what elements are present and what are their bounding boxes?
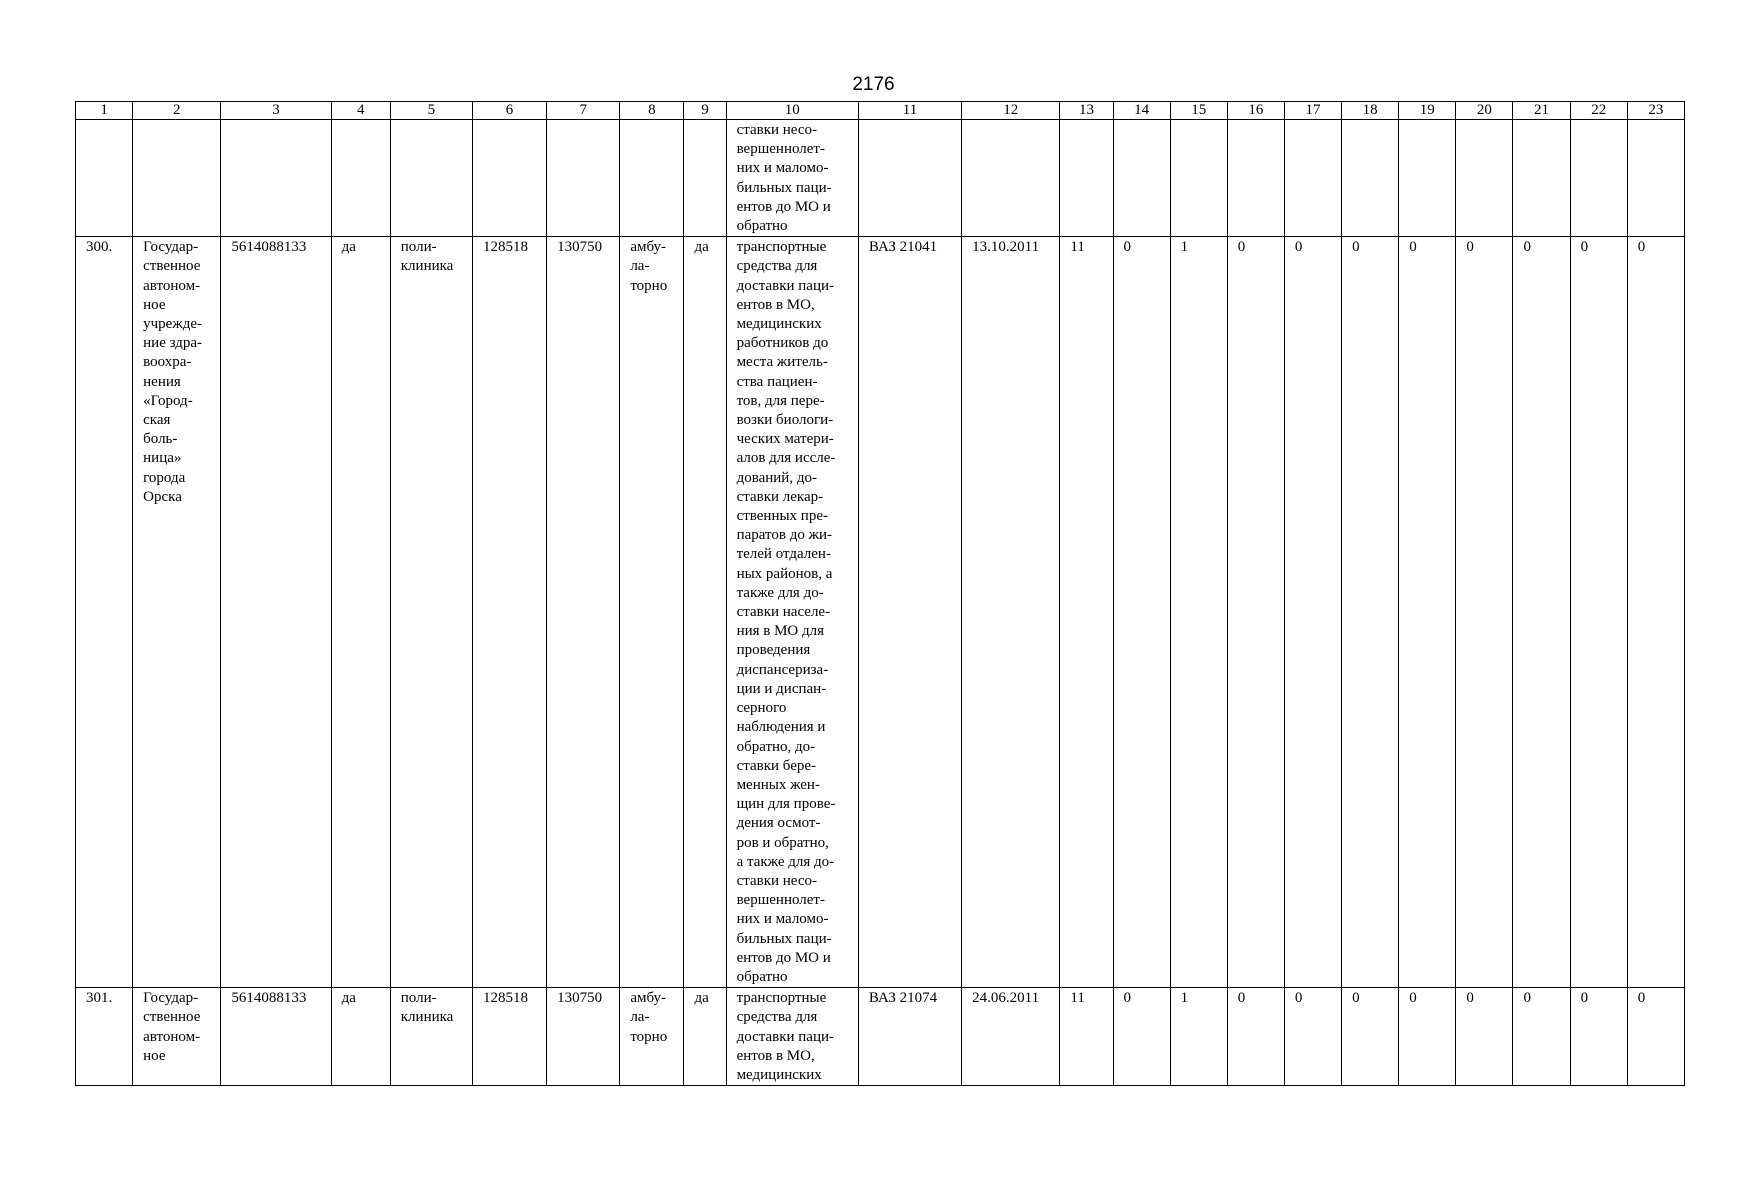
table-cell-col-9: да (684, 237, 726, 988)
cell-text-line: доставки паци- (736, 277, 835, 294)
cell-text-line: ставки несо- (736, 122, 817, 138)
column-number-row (76, 102, 1685, 120)
table-cell-col-9: да (684, 988, 726, 1086)
column-number-cell: 1 (76, 102, 133, 120)
table-cell-col-15 (1170, 120, 1227, 237)
cell-text-line: ла- (630, 258, 650, 275)
cell-text-line: ственное (143, 1009, 201, 1026)
cell-text-line: воохра- (143, 354, 192, 371)
cell-text-line: ние здра- (143, 335, 203, 352)
table-cell-col-14: 0 (1113, 237, 1170, 988)
cell-text-line: серного (736, 700, 787, 717)
table-cell-col-7 (547, 120, 620, 237)
cell-text-line: торно (630, 1028, 668, 1045)
table-cell-col-3 (221, 120, 331, 237)
table-cell-col-15: 1 (1170, 988, 1227, 1086)
cell-text-line: дований, до- (736, 469, 817, 486)
cell-text-line: телей отдален- (736, 546, 831, 563)
cell-text-line: также для до- (736, 584, 824, 601)
table-cell-col-12: 24.06.2011 (962, 988, 1060, 1086)
table-cell-col-14 (1113, 120, 1170, 237)
column-number-cell: 15 (1170, 102, 1227, 120)
column-number-cell: 12 (962, 102, 1060, 120)
table-cell-col-23: 0 (1627, 237, 1684, 988)
cell-text-line: ное (143, 1047, 166, 1064)
cell-text-line: вершеннолет- (736, 141, 825, 158)
cell-text-line: ла- (630, 1009, 650, 1026)
table-cell-col-16: 0 (1227, 237, 1284, 988)
cell-text-line: ственное (143, 258, 201, 275)
column-number-cell: 6 (472, 102, 546, 120)
cell-text-line: алов для иссле- (736, 450, 836, 467)
table-cell-col-4 (331, 120, 390, 237)
cell-text-line: клиника (400, 258, 454, 275)
cell-text-line: амбу- (630, 990, 667, 1007)
cell-text-line: поли- (400, 239, 437, 256)
cell-text-line: ентов в МО, (736, 296, 815, 313)
data-table (75, 101, 1685, 1086)
table-cell-col-6: 128518 (472, 988, 546, 1086)
cell-text-line: вершеннолет- (736, 892, 825, 909)
cell-text-line: доставки паци- (736, 1028, 835, 1045)
cell-text-line: средства для (736, 1009, 818, 1026)
cell-text-line: медицинских (736, 1066, 822, 1083)
table-cell-col-10 (726, 237, 858, 988)
column-number-cell: 20 (1456, 102, 1513, 120)
table-cell-col-14: 0 (1113, 988, 1170, 1086)
table-cell-col-20 (1456, 120, 1513, 237)
column-number-cell: 18 (1342, 102, 1399, 120)
table-cell-col-19 (1399, 120, 1456, 237)
column-number-cell: 8 (620, 102, 684, 120)
cell-text-line: торно (630, 277, 668, 294)
cell-text-line: них и маломо- (736, 160, 829, 177)
column-number-cell: 13 (1060, 102, 1113, 120)
column-number-cell: 10 (726, 102, 858, 120)
cell-text-line: нения (143, 373, 181, 390)
cell-text-line: ентов до МО и (736, 949, 831, 966)
column-number-cell: 22 (1570, 102, 1627, 120)
cell-text-line: ставки населе- (736, 604, 831, 621)
table-cell-col-5 (390, 237, 472, 988)
column-number-cell: 16 (1227, 102, 1284, 120)
cell-text-line: ентов в МО, (736, 1047, 815, 1064)
table-cell-col-3: 5614088133 (221, 988, 331, 1086)
table-cell-col-13: 11 (1060, 237, 1113, 988)
cell-text-line: ставки лекар- (736, 488, 824, 505)
table-cell-col-21 (1513, 120, 1570, 237)
table-cell-col-18: 0 (1342, 988, 1399, 1086)
table-cell-col-17: 0 (1284, 988, 1341, 1086)
table-cell-col-12 (962, 120, 1060, 237)
table-cell-col-11: ВАЗ 21041 (858, 237, 961, 988)
table-cell-col-6: 128518 (472, 237, 546, 988)
table-cell-col-8 (620, 988, 684, 1086)
cell-text-line: диспансериза- (736, 661, 829, 678)
table-cell-col-11 (858, 120, 961, 237)
column-number-cell: 9 (684, 102, 726, 120)
cell-text-line: Государ- (143, 990, 199, 1007)
table-cell-col-19: 0 (1399, 988, 1456, 1086)
cell-text-line: ное (143, 296, 166, 313)
cell-text-line: ния в МО для (736, 623, 825, 640)
cell-text-line: возки биологи- (736, 412, 834, 429)
table-cell-col-4: да (331, 988, 390, 1086)
cell-text-line: ных районов, а (736, 565, 833, 582)
table-cell-col-13: 11 (1060, 988, 1113, 1086)
column-number-cell: 11 (858, 102, 961, 120)
column-number-cell: 7 (547, 102, 620, 120)
column-number-cell: 5 (390, 102, 472, 120)
cell-text-line: ственных пре- (736, 508, 828, 525)
cell-text-line: Государ- (143, 239, 199, 256)
cell-text-line: транспортные (736, 239, 827, 256)
table-cell-col-12: 13.10.2011 (962, 237, 1060, 988)
table-cell-col-2 (133, 237, 221, 988)
cell-text-line: поли- (400, 990, 437, 1007)
cell-text-line: дения осмот- (736, 815, 821, 832)
table-row (76, 988, 1685, 1086)
table-cell-col-18: 0 (1342, 237, 1399, 988)
table-cell-col-21: 0 (1513, 237, 1570, 988)
table-cell-col-1: 300. (76, 237, 133, 988)
table-cell-col-6 (472, 120, 546, 237)
cell-text-line: ции и диспан- (736, 680, 827, 697)
cell-text-line: а также для до- (736, 853, 835, 870)
table-cell-col-20: 0 (1456, 237, 1513, 988)
column-number-cell: 14 (1113, 102, 1170, 120)
table-cell-col-8 (620, 120, 684, 237)
column-number-cell: 3 (221, 102, 331, 120)
cell-text-line: ская (143, 412, 171, 429)
table-cell-col-22: 0 (1570, 988, 1627, 1086)
table-cell-col-8 (620, 237, 684, 988)
cell-text-line: автоном- (143, 1028, 201, 1045)
cell-text-line: ница» (143, 450, 182, 467)
cell-text-line: города (143, 469, 186, 486)
cell-text-line: бильных паци- (736, 930, 832, 947)
cell-text-line: наблюдения и (736, 719, 826, 736)
table-cell-col-4: да (331, 237, 390, 988)
cell-text-line: тов, для пере- (736, 392, 825, 409)
cell-text-line: ров и обратно, (736, 834, 829, 851)
table-cell-col-18 (1342, 120, 1399, 237)
cell-text-line: клиника (400, 1009, 454, 1026)
cell-text-line: учрежде- (143, 316, 202, 333)
table-cell-col-1 (76, 120, 133, 237)
cell-text-line: проведения (736, 642, 811, 659)
table-cell-col-7: 130750 (547, 988, 620, 1086)
cell-text-line: бильных паци- (736, 179, 832, 196)
table-cell-col-17: 0 (1284, 237, 1341, 988)
table-cell-col-16 (1227, 120, 1284, 237)
table-cell-col-11: ВАЗ 21074 (858, 988, 961, 1086)
table-row (76, 237, 1685, 988)
cell-text-line: обратно (736, 218, 788, 235)
cell-text-line: обратно, до- (736, 738, 816, 755)
table-cell-col-22 (1570, 120, 1627, 237)
cell-text-line: ставки несо- (736, 872, 817, 889)
table-cell-col-3: 5614088133 (221, 237, 331, 988)
table-cell-col-2 (133, 120, 221, 237)
table-cell-col-23 (1627, 120, 1684, 237)
table-cell-col-22: 0 (1570, 237, 1627, 988)
column-number-cell: 21 (1513, 102, 1570, 120)
table-cell-col-1: 301. (76, 988, 133, 1086)
cell-text-line: ентов до МО и (736, 198, 831, 215)
table-cell-col-19: 0 (1399, 237, 1456, 988)
table-cell-col-2 (133, 988, 221, 1086)
cell-text-line: Орска (143, 488, 182, 505)
column-number-cell: 23 (1627, 102, 1684, 120)
column-number-cell: 2 (133, 102, 221, 120)
table-cell-col-5 (390, 120, 472, 237)
cell-text-line: работников до (736, 335, 829, 352)
table-cell-col-23: 0 (1627, 988, 1684, 1086)
cell-text-line: щин для прове- (736, 796, 836, 813)
cell-text-line: менных жен- (736, 776, 820, 793)
cell-text-line: паратов до жи- (736, 527, 832, 544)
table-cell-col-10 (726, 120, 858, 237)
table-cell-col-5 (390, 988, 472, 1086)
cell-text-line: боль- (143, 431, 178, 448)
table-cell-col-13 (1060, 120, 1113, 237)
cell-text-line: ства пациен- (736, 373, 818, 390)
cell-text-line: ставки бере- (736, 757, 817, 774)
cell-text-line: места житель- (736, 354, 828, 371)
cell-text-line: средства для (736, 258, 818, 275)
table-cell-col-7: 130750 (547, 237, 620, 988)
cell-text-line: обратно (736, 968, 788, 985)
table-cell-col-17 (1284, 120, 1341, 237)
table-cell-col-21: 0 (1513, 988, 1570, 1086)
table-cell-col-20: 0 (1456, 988, 1513, 1086)
cell-text-line: ческих матери- (736, 431, 834, 448)
cell-text-line: транспортные (736, 990, 827, 1007)
column-number-cell: 4 (331, 102, 390, 120)
cell-text-line: амбу- (630, 239, 667, 256)
table-cell-col-9 (684, 120, 726, 237)
table-cell-col-10 (726, 988, 858, 1086)
cell-text-line: автоном- (143, 277, 201, 294)
column-number-cell: 19 (1399, 102, 1456, 120)
table-row (76, 120, 1685, 237)
cell-text-line: «Город- (143, 392, 193, 409)
table-cell-col-15: 1 (1170, 237, 1227, 988)
cell-text-line: них и маломо- (736, 911, 829, 928)
cell-text-line: медицинских (736, 316, 822, 333)
table-cell-col-16: 0 (1227, 988, 1284, 1086)
column-number-cell: 17 (1284, 102, 1341, 120)
page-number: 2176 (852, 74, 895, 95)
